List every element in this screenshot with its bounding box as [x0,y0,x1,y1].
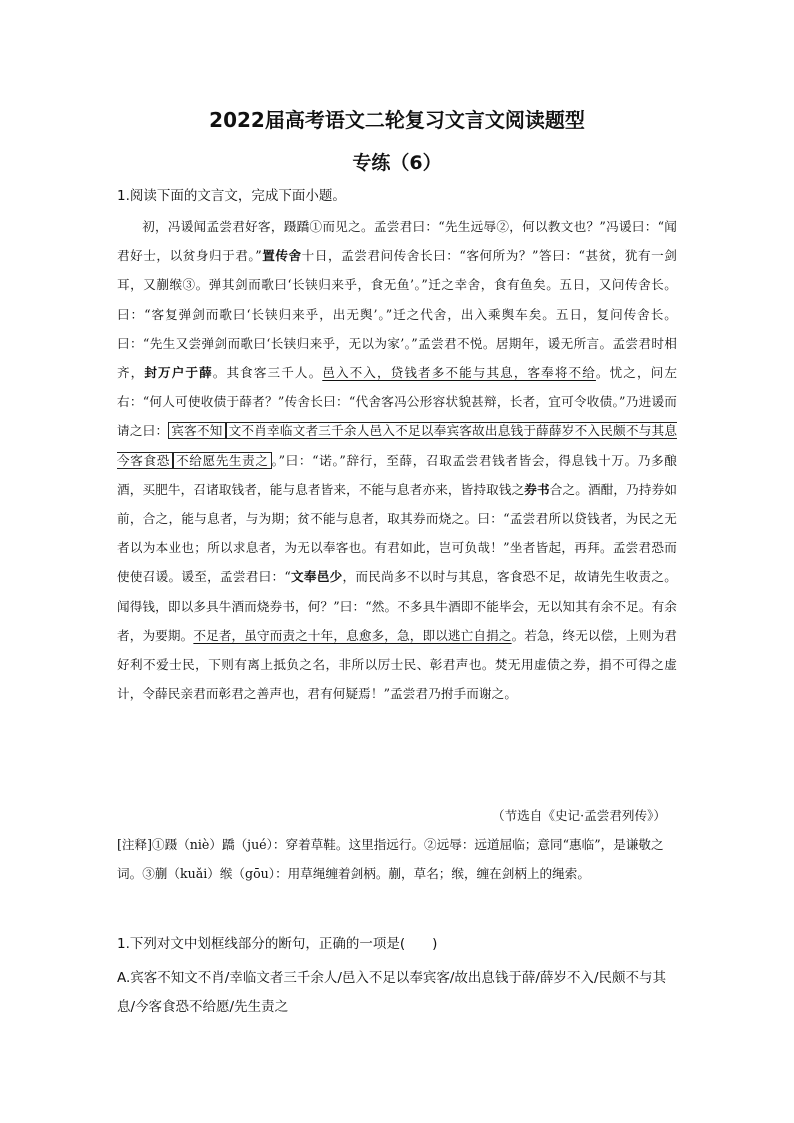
passage-text: 合之。酒酣，乃持券如前，合之，能与息者，与为期；贫不能与息者，取其券而烧之。曰：“孟尝君所以贷钱者，为民之无者以为本业也；所以求息者，为无以奉客也。有君如此，岂可负哉！”坐者皆起，再拜。孟尝君恐而使使召谖。谖至，孟尝君曰：“ [117,481,678,585]
passage-text: 。若急，终无以偿，上则为君好利不爱士民，下则有离上抵负之名，非所以厉士民、彰君声也。焚无用虚债之券，捐不可得之虚计，令薛民亲君而彰君之善声也，君有何疑焉！”孟尝君乃拊手而谢之。 [117,627,678,702]
passage-paragraph [117,212,677,708]
framed-sentence: 不给愿先生责之 [173,452,272,469]
underlined-sentence: 不足者，虽守而责之十年，息愈多，急，即以逃亡自捐之 [193,627,512,643]
passage-text: 十日，孟尝君问传舍长曰：“客何所为？”答曰：“甚贫，犹有一剑耳，又蒯缑③。弹其剑而歌曰‘长铗归来乎，食无鱼’。”迁之幸舍，食有鱼矣。五日，又问传舍长。曰：“客复弹剑而歌曰‘长铗归来乎，出无舆’。”迁之代舍，出入乘舆车矣。五日，复问传舍长。曰：“先生又尝弹剑而歌曰‘长铗归来乎，无以为家’。”孟尝君不悦。居期年，谖无所言。孟尝君时相齐， [117,248,677,381]
framed-sentence: 文不肖幸临文者三千余人邑入不足以奉宾客故出息钱于薛薛岁不入民颇不与其息今客食恐 [117,423,678,468]
bold-term: 文奉邑少 [290,569,343,585]
passage-text: 。忧之，问左右：“何人可使收债于薛者？”传舍长曰：“代舍客冯公形容状貌甚辩，长者，宜可令收债。”乃进谖而请之曰： [117,365,678,439]
bold-term: 封万户于薛 [144,365,213,381]
classical-passage [117,212,677,708]
passage-text: 。其食客三千人。 [212,365,323,381]
annotation-notes [117,830,677,888]
passage-text: ，而民尚多不以时与其息，客食恐不足，故请先生收责之。闻得钱，即以多具牛酒而烧券书，何？”曰：“然。不多具牛酒即不能毕会，无以知其有余不足。有余者，为要期。 [117,569,677,643]
option-a-text: A.宾客不知文不肖/幸临文者三千余人/邑入不足以奉宾客/故出息钱于薛/薛岁不入/民颇不与其息/今客食恐不给愿/先生责之 [117,970,667,1015]
page-subtitle: 专练（6） [352,152,442,174]
bold-term: 置传舍 [261,248,302,264]
page-title: 2022届高考语文二轮复习文言文阅读题型 [209,108,585,132]
source-citation: （节选自《史记·孟尝君列传》） [491,808,666,823]
bold-term: 券书 [524,481,550,497]
passage-text: 初，冯谖闻孟尝君好客，蹑蹻①而见之。孟尝君曰：“先生远辱②，何以教文也？”冯谖曰：“闻君好士，以贫身归于君。” [117,219,677,264]
framed-sentence: 宾客不知 [168,422,225,439]
passage-text: 。”曰：“诺。”辞行，至薛，召取孟尝君钱者皆会，得息钱十万。乃多酿酒，买肥牛，召诸取钱者，能与息者皆来，不能与息者亦来，皆持取钱之 [117,452,677,497]
note-text: [注释]①蹑（niè）蹻（jué）：穿着草鞋。这里指远行。②远辱：远道屈临；意同“惠临”，是谦敬之词。③蒯（kuǎi）缑（gōu）：用草绳缠着剑柄。蒯，草名；缑，缠在剑柄上的绳索。 [117,837,664,881]
option-a [117,964,677,1022]
sub-question: 1.下列对文中划框线部分的断句，正确的一项是( ) [117,936,438,952]
underlined-sentence: 邑入不入，贷钱者多不能与其息，客奉将不给 [322,365,596,381]
question-intro: 1.阅读下面的文言文，完成下面小题。 [117,188,346,204]
